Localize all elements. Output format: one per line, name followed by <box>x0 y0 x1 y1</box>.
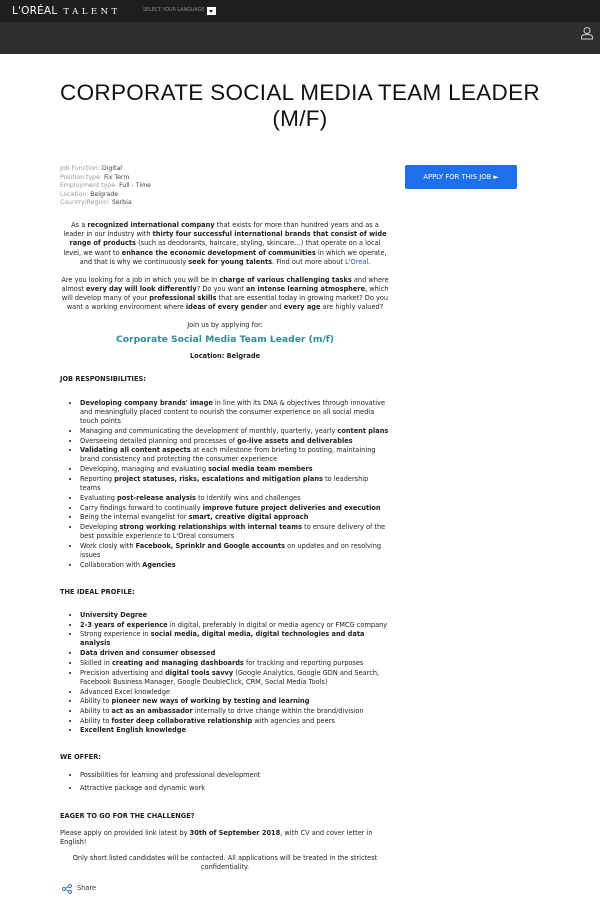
emphasis-text: social media team members <box>208 465 313 474</box>
profile-item <box>80 697 390 706</box>
share-label: Share <box>77 884 97 893</box>
emphasis-text: go-live assets and deliverables <box>237 436 353 445</box>
offer-item <box>80 782 390 794</box>
text-run: , with CV and cover letter in English! <box>60 828 373 846</box>
text-run: Reporting <box>80 474 115 483</box>
emphasis-text: thirty four successful international brands that consist of wide range of products <box>69 230 387 248</box>
text-run: at each milestone from briefing to posting, maintaining brand consistency and protecting the consumer experience <box>80 446 376 464</box>
emphasis-text: Developing company brands' image <box>80 398 213 407</box>
challenge-paragraph <box>60 829 390 847</box>
responsibilities-title: JOB RESPONSIBILITIES: <box>60 375 146 384</box>
location-label: Location: <box>60 190 89 198</box>
text-run: in line with its DNA & objectives through innovative and meaningfully placed content to nourish the consumer experience on all social media touch points <box>80 398 386 426</box>
emphasis-text: seek for young talents <box>188 257 273 266</box>
profile-item <box>80 726 390 735</box>
responsibility-item <box>80 542 390 560</box>
profile-item <box>80 659 390 668</box>
text-run: Strong experience in <box>80 630 151 639</box>
loreal-link[interactable]: L'Oreal <box>345 257 369 266</box>
text-run: internally to drive change within the brand/division <box>192 706 364 715</box>
profile-item <box>80 688 390 697</box>
text-run: Ability to <box>80 716 112 725</box>
text-run: in digital, preferably in digital or media agency or FMCG company <box>167 620 388 629</box>
text-run: that exists for more than hundred years and as a leader in our industry with <box>63 221 379 239</box>
location-value: Belgrade <box>90 190 119 198</box>
emphasis-text: content plans <box>337 426 389 435</box>
share-button[interactable] <box>62 884 96 894</box>
responsibilities-list <box>60 399 390 570</box>
text-run: Carry findings forward to continually <box>80 503 203 512</box>
brand-name: L'ORÉAL <box>12 5 58 17</box>
job-meta-row <box>60 199 260 208</box>
job-meta-row <box>60 191 260 200</box>
position-type-value: Fix Term <box>103 173 130 181</box>
emphasis-text: foster deep collaborative relationship <box>111 716 253 725</box>
text-run: Advanced Excel knowledge <box>80 687 170 696</box>
emphasis-text: enhance the economic development of communities <box>121 248 316 257</box>
profile-item <box>80 630 390 648</box>
profile-item <box>80 669 390 687</box>
text-run: Precision advertising and <box>80 668 166 677</box>
responsibility-item <box>80 427 390 436</box>
responsibility-item <box>80 437 390 446</box>
text-run: (such as deodorants, haircare, styling, skincare…) that operate on a local level, we want to <box>63 239 381 257</box>
responsibility-item <box>80 446 390 464</box>
intro-question-paragraph <box>60 276 390 313</box>
text-run: . <box>368 257 371 266</box>
text-run: to ensure delivery of the best possible experience to L'Oreal consumers <box>80 522 386 541</box>
user-icon[interactable] <box>580 26 594 40</box>
text-run: that are essential today in growing market? Do you want a working environment where <box>66 294 389 312</box>
text-run: ? Do you want <box>196 284 247 293</box>
emphasis-text: Data driven and consumer obsessed <box>80 649 216 658</box>
responsibility-item <box>80 399 390 427</box>
emphasis-text: 2-3 years of experience <box>80 620 168 629</box>
emphasis-text: University Degree <box>80 610 148 619</box>
language-selector[interactable] <box>143 7 216 15</box>
text-run: Being the internal evangelist for <box>80 513 189 522</box>
emphasis-text: improve future project deliveries and execution <box>202 503 381 512</box>
emphasis-text: Excellent English knowledge <box>80 726 186 735</box>
emphasis-text: every day will look differently <box>85 284 197 293</box>
employment-type-value: Full - Time <box>119 182 151 190</box>
text-run: Skilled in <box>80 658 112 667</box>
text-run: Developing, managing and evaluating <box>80 465 209 474</box>
text-run: (Google Analytics, Google GDN and Search, Facebook Business Manager, Google DoubleClick, CRM, Social Media Tools) <box>80 668 380 686</box>
chevron-down-icon[interactable] <box>207 7 216 15</box>
emphasis-text: Facebook, Sprinklr and Google accounts <box>135 541 286 550</box>
emphasis-text: social media, digital media, digital technologies and data analysis <box>80 630 365 648</box>
apply-button[interactable]: APPLY FOR THIS JOB ► <box>405 165 517 189</box>
responsibility-item <box>80 465 390 474</box>
brand-sub: TALENT <box>63 7 121 17</box>
emphasis-text: post-release analysis <box>117 493 196 502</box>
join-text: Join us by applying for: <box>187 320 263 329</box>
emphasis-text: project statuses, risks, escalations and mitigation plans <box>114 474 323 483</box>
profile-list <box>60 611 390 736</box>
job-meta <box>60 165 260 208</box>
text-run: Work closly with <box>80 541 136 550</box>
intro-paragraph <box>60 221 390 267</box>
text-run: Managing and communicating the development of monthly, quarterly, yearly <box>80 426 338 435</box>
text-run: Please apply on provided link latest by <box>60 828 190 837</box>
emphasis-text: professional skills <box>149 294 217 303</box>
job-meta-row <box>60 182 260 191</box>
share-icon <box>62 884 72 894</box>
emphasis-text: an intense learning atmosphere <box>246 284 366 293</box>
text-run: to leadership teams <box>80 474 369 493</box>
profile-item <box>80 649 390 658</box>
text-run: Overseeing detailed planning and processes of <box>80 436 238 445</box>
profile-item <box>80 611 390 620</box>
text-run: Ability to <box>80 706 112 715</box>
emphasis-text: 30th of September 2018 <box>189 828 281 837</box>
text-run: . Find out more about <box>272 257 346 266</box>
emphasis-text: pioneer new ways of working by testing and learning <box>111 697 310 706</box>
language-label: SELECT YOUR LANGUAGE <box>143 8 205 13</box>
text-run: Attractive package and dynamic work <box>80 783 206 792</box>
page-title: CORPORATE SOCIAL MEDIA TEAM LEADER (M/F) <box>60 80 540 131</box>
profile-item <box>80 707 390 716</box>
text-run: for tracking and reporting purposes <box>243 658 364 667</box>
text-run: in which we operate, and that is why we continuously <box>79 248 387 266</box>
emphasis-text: strong working relationships with internal teams <box>119 522 303 531</box>
country-value: Serbia <box>111 199 132 207</box>
text-run: on updates and on resolving issues <box>80 541 382 560</box>
text-run: Evaluating <box>80 493 118 502</box>
text-run: Ability to <box>80 697 112 706</box>
challenge-title: EAGER TO GO FOR THE CHALLENGE? <box>60 812 195 821</box>
text-run: are highly valued? <box>320 303 384 312</box>
emphasis-text: creating and managing dashboards <box>111 658 244 667</box>
emphasis-text: charge of various challenging tasks <box>219 275 352 284</box>
job-meta-row <box>60 165 260 174</box>
emphasis-text: Validating all content aspects <box>80 446 191 455</box>
responsibility-item <box>80 523 390 541</box>
position-type-label: Position type: <box>60 173 102 181</box>
profile-item <box>80 621 390 630</box>
nav-bar <box>0 22 600 54</box>
text-run: with agencies and peers <box>252 716 335 725</box>
responsibility-item <box>80 494 390 503</box>
responsibility-item <box>80 504 390 513</box>
emphasis-text: every age <box>283 303 321 312</box>
country-label: Country/Region: <box>60 199 110 207</box>
profile-item <box>80 717 390 726</box>
emphasis-text: smart, creative digital approach <box>188 513 309 522</box>
emphasis-text: ideas of every gender <box>185 303 268 312</box>
emphasis-text: recognized international company <box>87 221 215 229</box>
top-bar <box>0 0 600 22</box>
confidentiality-note: Only short listed candidates will be contacted. All applications will be treated in the strictest confidentiality. <box>72 854 378 872</box>
loreal-talent-logo[interactable] <box>12 5 121 18</box>
job-function-value: Digital <box>101 165 122 172</box>
responsibility-item <box>80 561 390 570</box>
profile-title: THE IDEAL PROFILE: <box>60 587 135 596</box>
text-run: and <box>267 303 284 312</box>
text-run: , which will develop many of your <box>61 284 389 303</box>
text-run: and where almost <box>61 275 389 293</box>
offer-list <box>60 769 390 794</box>
job-meta-row <box>60 174 260 183</box>
responsibility-item <box>80 513 390 522</box>
text-run: As a <box>71 221 88 229</box>
emphasis-text: digital tools savvy <box>165 668 234 677</box>
text-run: Possibilities for learning and professional development <box>80 771 261 780</box>
text-run: Collaboration with <box>80 560 143 569</box>
job-function-label: Job Function: <box>60 165 100 172</box>
text-run: Are you looking for a job in which you will be in <box>61 275 220 284</box>
text-run: Developing <box>80 522 120 531</box>
emphasis-text: Agencies <box>142 560 176 569</box>
job-location: Location: Belgrade <box>189 352 261 361</box>
text-run: to identify wins and challenges <box>195 493 301 502</box>
offer-title: WE OFFER: <box>60 753 101 762</box>
responsibility-item <box>80 475 390 493</box>
emphasis-text: act as an ambassador <box>111 706 193 715</box>
job-description <box>60 221 390 872</box>
offer-item <box>80 769 390 781</box>
employment-type-label: Employment type: <box>60 182 118 190</box>
job-heading: Corporate Social Media Team Leader (m/f) <box>116 334 334 346</box>
